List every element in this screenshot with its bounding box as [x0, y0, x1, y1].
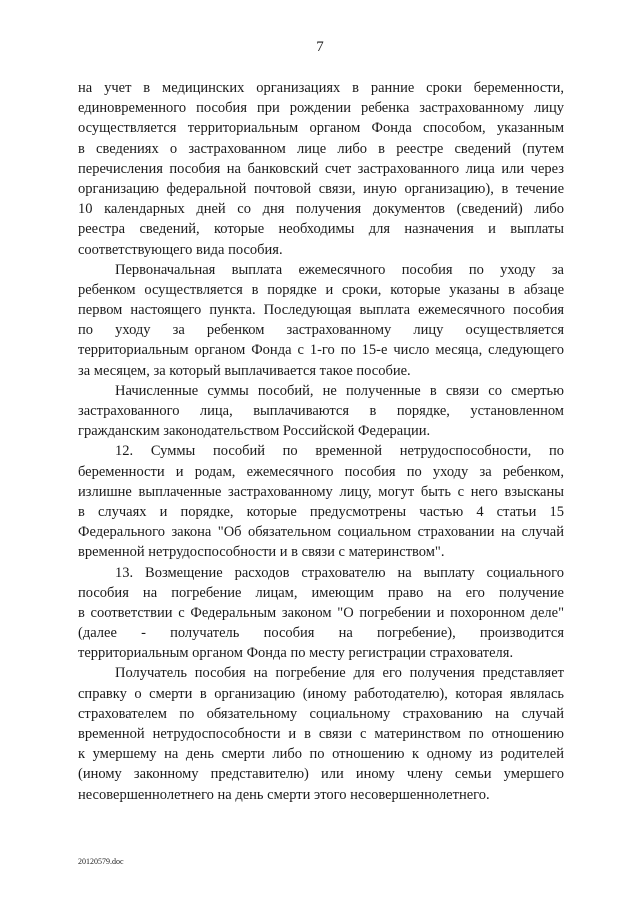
text-line: гражданским законодательством Российской Федерации. — [78, 423, 431, 440]
text-line: территориальным органом Фонда с 1-го по 15-е число месяца, следующего — [78, 342, 564, 359]
text-line: временной нетрудоспособности и в связи с материнством по отношению — [78, 726, 564, 742]
text-line: Начисленные суммы пособий, не полученные в связи со смертью — [115, 382, 564, 399]
text-line: 12. Суммы пособий по временной нетрудоспособности, по — [115, 443, 564, 460]
text-line: в соответствии с Федеральным законом "О погребении и похоронном деле" — [78, 604, 564, 621]
text-line: первом настоящего пункта. Последующая выплата ежемесячного пособия — [78, 302, 564, 319]
text-line: в сведениях о застрахованном лице либо в реестре сведений (путем — [78, 140, 564, 157]
text-line: осуществляется территориальным органом Фонда способом, указанным — [78, 120, 564, 137]
paragraph — [78, 563, 564, 664]
text-line: ребенком осуществляется в порядке и сроки, которые указаны в абзаце — [78, 281, 564, 298]
text-line: Получатель пособия на погребение для его получения представляет — [115, 665, 564, 682]
text-line: временной нетрудоспособности и в связи с материнством". — [78, 544, 445, 561]
text-line: (иному законному представителю) или иному члену семьи умершего — [78, 766, 564, 783]
paragraph — [78, 441, 564, 562]
text-line: справку о смерти в организацию (иному работодателю), которая являлась — [78, 685, 564, 702]
text-line: Первоначальная выплата ежемесячного пособия по уходу за — [115, 261, 564, 278]
page-number: 7 — [316, 39, 324, 55]
text-line: единовременного пособия при рождении ребенка застрахованному лицу — [78, 100, 564, 117]
text-line: за месяцем, за который выплачивается такое пособие. — [78, 362, 411, 379]
text-line: перечисления пособия на банковский счет застрахованного лица или через — [78, 160, 564, 177]
text-line: беременности и родам, ежемесячного пособия по уходу за ребенком, — [78, 463, 564, 480]
text-line: излишне выплаченные застрахованному лицу, могут быть с него взысканы — [78, 483, 564, 500]
text-line: (далее - получатель пособия на погребение), производится — [78, 625, 564, 642]
text-line: на учет в медицинских организациях в ранние сроки беременности, — [78, 80, 564, 96]
text-line: страхователем по обязательному социальному страхованию на случай — [78, 705, 564, 722]
text-line: Федерального закона "Об обязательном социальном страховании на случай — [78, 524, 564, 541]
paragraph — [78, 78, 564, 260]
text-line: застрахованного лица, выплачиваются в порядке, установленном — [78, 403, 564, 419]
text-line: организацию федеральной почтовой связи, иную организацию), в течение — [78, 180, 564, 197]
text-line: соответствующего вида пособия. — [78, 241, 283, 258]
text-line: реестра сведений, которые необходимы для назначения и выплаты — [78, 221, 564, 238]
file-name-footer: 20120579.doc — [78, 857, 124, 866]
text-line: 10 календарных дней со дня получения документов (сведений) либо — [78, 201, 564, 218]
paragraph — [78, 260, 564, 381]
text-line: к умершему на день смерти либо по отношению к одному из родителей — [78, 746, 564, 763]
paragraph — [78, 381, 564, 442]
paragraph — [78, 663, 564, 804]
text-line: 13. Возмещение расходов страхователю на выплату социального — [115, 564, 564, 581]
document-body — [78, 78, 564, 805]
text-line: в случаях и порядке, которые предусмотрены частью 4 статьи 15 — [78, 503, 564, 520]
text-line: территориальным органом Фонда по месту регистрации страхователя. — [78, 645, 514, 662]
text-line: пособия на погребение лицам, имеющим право на его получение — [78, 584, 564, 601]
text-line: несовершеннолетнего на день смерти этого несовершеннолетнего. — [78, 786, 490, 803]
text-line: по уходу за ребенком застрахованному лицу осуществляется — [78, 322, 564, 339]
